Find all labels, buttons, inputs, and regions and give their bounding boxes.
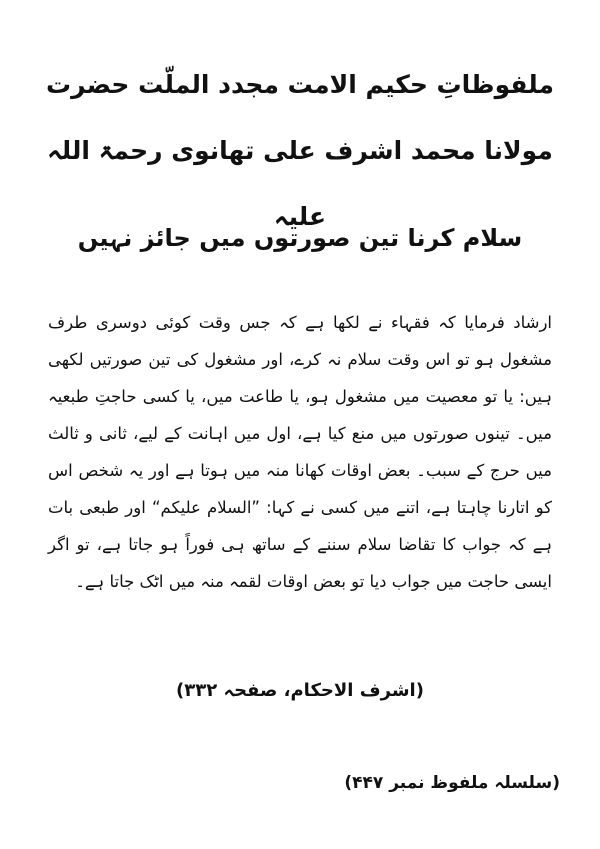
header-title: ملفوظاتِ حکیم الامت مجدد الملّت حضرت مولانا محمد اشرف علی تھانوی رحمۃ اللہ علیہ <box>46 70 554 231</box>
series-number: (سلسلہ ملفوظ نمبر ۴۴۷) <box>344 773 560 793</box>
body-paragraph: ارشاد فرمایا کہ فقہاء نے لکھا ہے کہ جس وقت کوئی دوسری طرف مشغول ہو تو اس وقت سلام نہ کرے، اور مشغول کی تین صورتیں لکھی ہیں: یا تو معصیت میں مشغول ہو، یا طاعت میں، یا کسی حاجتِ طبعیہ میں۔ تینوں صورتوں میں منع کیا ہے، اول میں اہانت کے لیے، ثانی و ثالث میں حرج کے سبب۔ بعض اوقات کھانا منہ میں ہوتا ہے اور یہ شخص اس کو اتارنا چاہتا ہے، اتنے میں کسی نے کہا: ”السلام علیکم“ اور طبعی بات ہے کہ جواب کا تقاضا سلام سننے کے ساتھ ہی فوراً ہو جاتا ہے، تو اگر ایسی حاجت میں جواب دیا تو بعض اوقات لقمہ منہ میں اٹک جاتا ہے۔ <box>48 313 552 591</box>
source-reference: (اشرف الاحکام، صفحہ ۳۳۲) <box>176 680 424 701</box>
section-heading: سلام کرنا تین صورتوں میں جائز نہیں <box>77 224 523 252</box>
